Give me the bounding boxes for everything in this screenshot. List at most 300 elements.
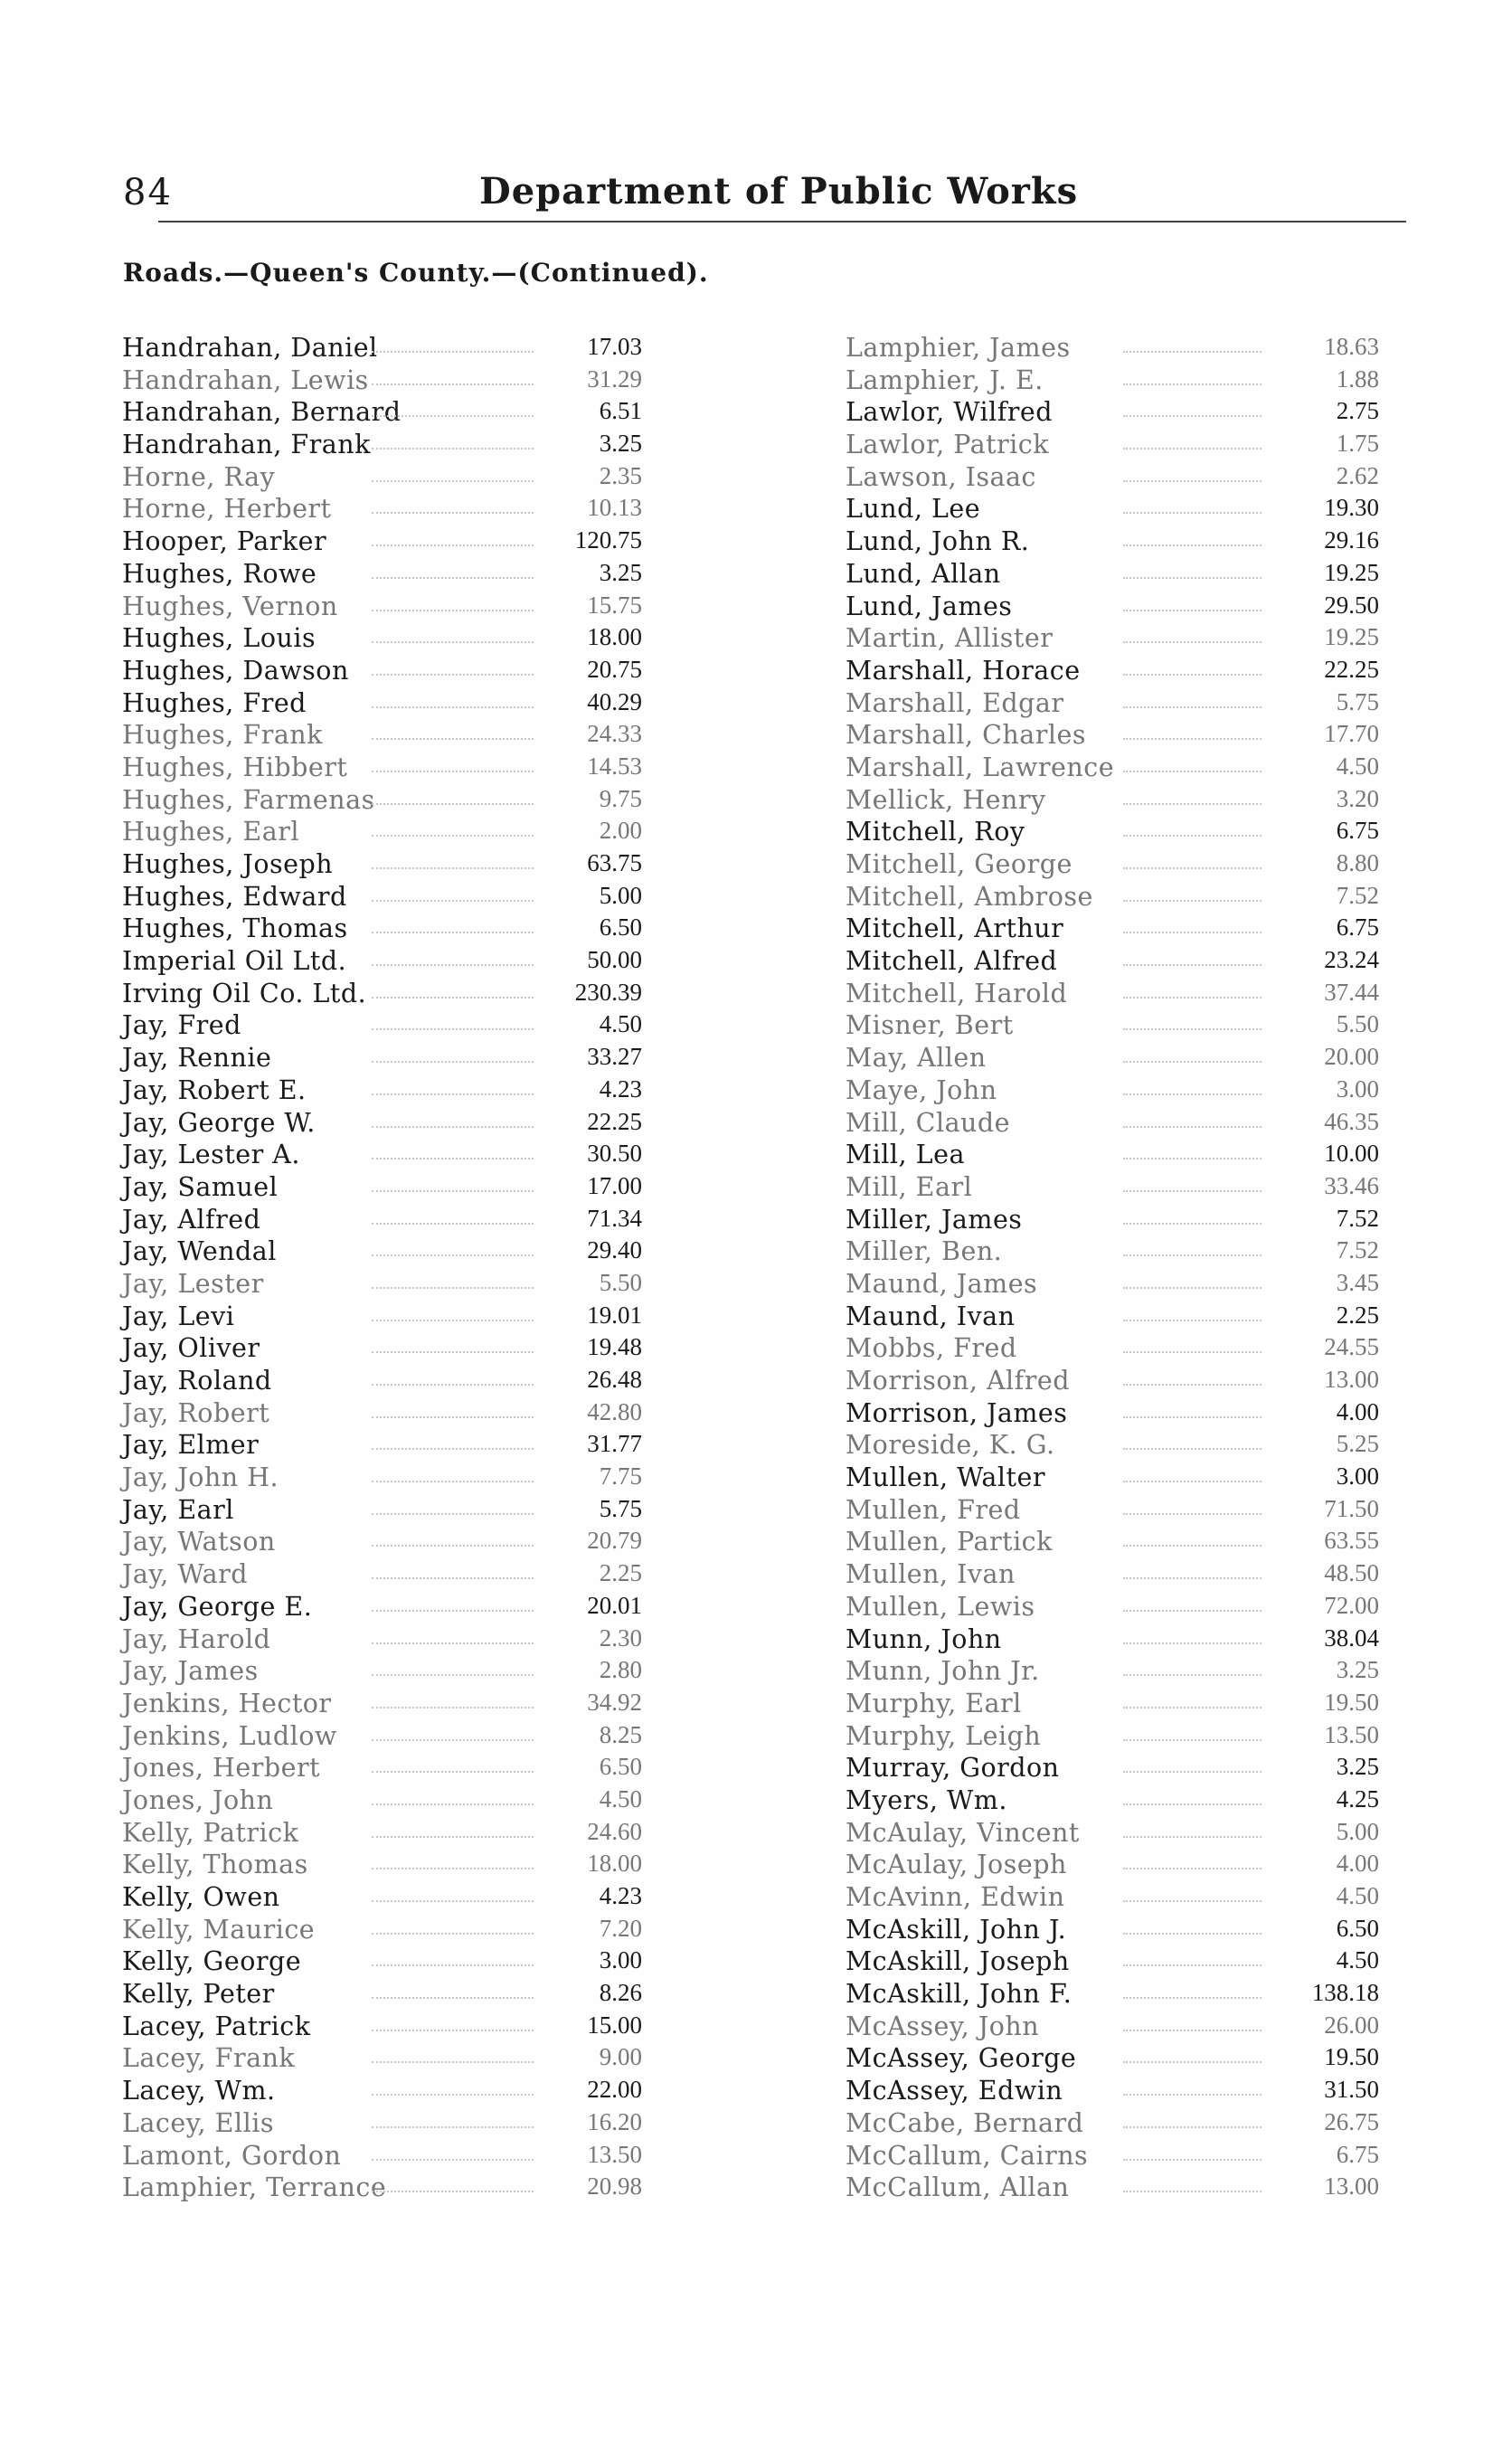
dot-leader [372, 1320, 534, 1321]
dot-leader [1123, 1803, 1262, 1805]
list-item [846, 333, 1379, 365]
entry-name: Maund, James [846, 1268, 1038, 1299]
entry-amount: 17.03 [587, 333, 642, 360]
dot-leader [1123, 1739, 1262, 1741]
entry-amount: 3.20 [1336, 784, 1379, 812]
entry-amount: 2.30 [599, 1623, 642, 1652]
list-item [846, 494, 1379, 526]
entry-amount: 20.00 [1324, 1043, 1379, 1071]
entry-name: Jay, Robert [122, 1397, 270, 1428]
dot-leader [372, 2061, 534, 2063]
entry-name: Jay, George W. [122, 1107, 316, 1138]
entry-amount: 230.39 [574, 978, 642, 1006]
entry-amount: 71.50 [1324, 1494, 1379, 1522]
dot-leader [1123, 1093, 1262, 1095]
entry-name: Jay, James [122, 1656, 259, 1687]
dot-leader [1123, 1320, 1262, 1321]
list-item [846, 1979, 1379, 2011]
list-item [846, 1366, 1379, 1398]
list-item [122, 1624, 642, 1657]
list-item [122, 1818, 642, 1850]
entry-name: Murray, Gordon [846, 1753, 1060, 1784]
entry-amount: 19.01 [587, 1301, 642, 1329]
entry-name: Horne, Ray [122, 461, 276, 492]
dot-leader [1123, 448, 1262, 450]
entry-name: Lund, Lee [846, 494, 981, 525]
entry-name: Jones, Herbert [122, 1753, 321, 1784]
list-item [122, 430, 642, 462]
entry-amount: 18.63 [1324, 333, 1379, 360]
dot-leader [372, 2191, 534, 2192]
entry-amount: 3.00 [1336, 1462, 1379, 1491]
dot-leader [372, 706, 534, 708]
dot-leader [372, 1028, 534, 1030]
entry-name: Handrahan, Daniel [122, 333, 378, 363]
entry-name: Lacey, Patrick [122, 2011, 311, 2041]
entry-name: Jay, Watson [122, 1527, 276, 1557]
list-item [846, 430, 1379, 462]
entry-amount: 50.00 [587, 946, 642, 974]
dot-leader [1123, 577, 1262, 579]
list-item [122, 882, 642, 914]
list-item [846, 2076, 1379, 2108]
list-item [122, 1269, 642, 1301]
list-item [122, 1140, 642, 1172]
entry-amount: 3.25 [1336, 1656, 1379, 1684]
entry-amount: 4.50 [599, 1784, 642, 1813]
entry-name: Marshall, Charles [846, 720, 1087, 751]
dot-leader [372, 1803, 534, 1805]
dot-leader [372, 997, 534, 999]
list-item [846, 752, 1379, 785]
entry-name: Hughes, Thomas [122, 913, 348, 944]
list-item [846, 2043, 1379, 2076]
dot-leader [1123, 2061, 1262, 2063]
entry-amount: 3.45 [1336, 1268, 1379, 1296]
entry-name: Moreside, K. G. [846, 1430, 1055, 1461]
entry-amount: 5.00 [599, 881, 642, 909]
entry-amount: 9.75 [599, 784, 642, 812]
dot-leader [372, 1254, 534, 1256]
list-item [122, 1108, 642, 1141]
dot-leader [1123, 480, 1262, 482]
list-item [846, 2108, 1379, 2141]
dot-leader [1123, 1771, 1262, 1773]
dot-leader [1123, 1126, 1262, 1128]
dot-leader [1123, 610, 1262, 611]
dot-leader [1123, 1190, 1262, 1192]
entry-amount: 2.80 [599, 1656, 642, 1684]
dot-leader [1123, 1545, 1262, 1547]
dot-leader [1123, 1028, 1262, 1030]
list-item [122, 1010, 642, 1043]
entry-name: Mill, Claude [846, 1107, 1011, 1138]
list-item [122, 2141, 642, 2173]
entry-amount: 2.62 [1336, 461, 1379, 489]
entry-name: Jones, John [122, 1784, 274, 1815]
entry-name: Jay, Alfred [122, 1204, 261, 1235]
entry-amount: 3.25 [599, 430, 642, 458]
dot-leader [372, 1610, 534, 1612]
entry-name: Munn, John [846, 1623, 1002, 1654]
dot-leader [1123, 738, 1262, 740]
list-item [122, 1043, 642, 1075]
entry-amount: 23.24 [1324, 946, 1379, 974]
entry-amount: 30.50 [587, 1140, 642, 1168]
entry-name: Murphy, Earl [846, 1688, 1022, 1718]
list-item [846, 1850, 1379, 1882]
list-item [846, 882, 1379, 914]
dot-leader [372, 1351, 534, 1353]
dot-leader [372, 771, 534, 772]
entry-name: Jay, Rennie [122, 1043, 272, 1074]
dot-leader [372, 415, 534, 417]
list-item [122, 1527, 642, 1559]
entry-amount: 4.00 [1336, 1850, 1379, 1878]
dot-leader [372, 1997, 534, 1999]
dot-leader [372, 544, 534, 546]
left-column [122, 333, 642, 2205]
dot-leader [1123, 1158, 1262, 1159]
dot-leader [372, 1836, 534, 1838]
entry-amount: 3.25 [1336, 1753, 1379, 1781]
list-item [846, 913, 1379, 946]
entry-amount: 38.04 [1324, 1623, 1379, 1652]
list-item [122, 2076, 642, 2108]
entry-amount: 24.33 [587, 720, 642, 748]
list-item [846, 1915, 1379, 1947]
entry-name: Lacey, Ellis [122, 2107, 274, 2138]
dot-leader [372, 1061, 534, 1063]
entry-name: McAssey, George [846, 2043, 1077, 2074]
list-item [846, 1785, 1379, 1818]
dot-leader [372, 1933, 534, 1935]
entry-amount: 29.40 [587, 1236, 642, 1264]
dot-leader [1123, 1577, 1262, 1579]
entry-name: Mitchell, Harold [846, 978, 1068, 1008]
dot-leader [372, 641, 534, 643]
entry-name: Mullen, Partick [846, 1527, 1053, 1557]
entry-name: Murphy, Leigh [846, 1720, 1042, 1751]
entry-amount: 24.60 [587, 1817, 642, 1845]
dot-leader [372, 1642, 534, 1644]
list-item [846, 1753, 1379, 1785]
entry-amount: 4.25 [1336, 1784, 1379, 1813]
dot-leader [1123, 997, 1262, 999]
list-item [846, 1398, 1379, 1431]
entry-name: Lacey, Frank [122, 2043, 296, 2074]
entry-name: Mitchell, Ambrose [846, 881, 1093, 912]
list-item [846, 1818, 1379, 1850]
entry-amount: 34.92 [587, 1688, 642, 1716]
dot-leader [1123, 1061, 1262, 1063]
dot-leader [1123, 1513, 1262, 1515]
list-item [122, 1495, 642, 1528]
list-item [122, 849, 642, 882]
entry-amount: 22.00 [587, 2076, 642, 2104]
entry-amount: 5.50 [599, 1268, 642, 1296]
dot-leader [372, 1513, 534, 1515]
list-item [122, 2011, 642, 2044]
dot-leader [1123, 1900, 1262, 1902]
entry-name: Hughes, Earl [122, 817, 299, 847]
entry-amount: 2.75 [1336, 397, 1379, 425]
dot-leader [372, 803, 534, 805]
entry-name: Lamont, Gordon [122, 2140, 342, 2171]
entry-amount: 120.75 [574, 526, 642, 554]
list-item [122, 1366, 642, 1398]
entry-amount: 13.00 [1324, 2172, 1379, 2201]
entry-amount: 5.00 [1336, 1817, 1379, 1845]
dot-leader [372, 964, 534, 966]
dot-leader [1123, 1674, 1262, 1676]
dot-leader [1123, 351, 1262, 353]
list-item [122, 1398, 642, 1431]
entry-amount: 6.51 [599, 397, 642, 425]
entry-name: McAvinn, Edwin [846, 1882, 1065, 1912]
entry-amount: 19.48 [587, 1333, 642, 1361]
dot-leader [1123, 1836, 1262, 1838]
entry-amount: 20.75 [587, 655, 642, 683]
dot-leader [372, 1964, 534, 1966]
entry-name: Mill, Lea [846, 1140, 965, 1170]
dot-leader [372, 2126, 534, 2128]
dot-leader [372, 1674, 534, 1676]
list-item [122, 397, 642, 430]
list-item [122, 913, 642, 946]
entry-amount: 5.25 [1336, 1430, 1379, 1458]
list-item [846, 1236, 1379, 1269]
entry-name: Irving Oil Co. Ltd. [122, 978, 367, 1008]
entry-amount: 46.35 [1324, 1107, 1379, 1135]
entry-amount: 6.75 [1336, 2140, 1379, 2168]
dot-leader [1123, 706, 1262, 708]
entry-name: Hughes, Dawson [122, 655, 349, 686]
entry-name: Kelly, Maurice [122, 1914, 316, 1945]
entry-name: Jay, Roland [122, 1366, 272, 1396]
dot-leader [1123, 383, 1262, 385]
entry-name: Myers, Wm. [846, 1784, 1007, 1815]
entry-name: Jay, Elmer [122, 1430, 260, 1461]
list-item [122, 1850, 642, 1882]
dot-leader [1123, 1997, 1262, 1999]
entry-name: Maund, Ivan [846, 1301, 1016, 1331]
dot-leader [1123, 512, 1262, 514]
right-column [846, 333, 1379, 2205]
dot-leader [372, 2159, 534, 2161]
dot-leader [372, 512, 534, 514]
entry-name: McCabe, Bernard [846, 2107, 1084, 2138]
list-item [846, 462, 1379, 495]
entry-name: Hooper, Parker [122, 526, 327, 557]
entry-name: Lawlor, Wilfred [846, 397, 1054, 428]
entry-amount: 6.50 [1336, 1914, 1379, 1942]
dot-leader [1123, 415, 1262, 417]
entry-name: McAssey, John [846, 2011, 1040, 2041]
list-item [122, 1172, 642, 1205]
entry-name: Hughes, Hibbert [122, 752, 348, 782]
entry-name: Hughes, Farmenas [122, 784, 375, 815]
list-item [122, 1721, 642, 1754]
entry-name: McCallum, Cairns [846, 2140, 1089, 2171]
entry-amount: 4.50 [1336, 752, 1379, 780]
list-item [122, 1333, 642, 1366]
entry-name: Hughes, Joseph [122, 849, 334, 879]
dot-leader [372, 1448, 534, 1450]
entry-name: Miller, Ben. [846, 1236, 1003, 1267]
list-item [122, 979, 642, 1011]
dot-leader [372, 1416, 534, 1418]
entry-name: Mullen, Walter [846, 1462, 1045, 1493]
entry-amount: 26.48 [587, 1366, 642, 1393]
entry-name: Hughes, Vernon [122, 591, 338, 621]
entry-amount: 31.29 [587, 364, 642, 393]
entry-amount: 13.00 [1324, 1366, 1379, 1393]
list-item [122, 1915, 642, 1947]
dot-leader [1123, 1384, 1262, 1386]
entry-name: Handrahan, Lewis [122, 364, 369, 395]
entry-name: Jay, Ward [122, 1559, 249, 1590]
entry-name: Mitchell, George [846, 849, 1073, 879]
list-item [846, 1430, 1379, 1462]
list-item [122, 1979, 642, 2011]
entry-amount: 6.50 [599, 913, 642, 942]
entry-amount: 20.01 [587, 1591, 642, 1619]
entry-name: Handrahan, Bernard [122, 397, 402, 428]
list-item [122, 526, 642, 559]
list-item [846, 2011, 1379, 2044]
entry-name: Jay, Lester [122, 1268, 264, 1299]
entry-amount: 4.50 [1336, 1946, 1379, 1974]
list-item [846, 526, 1379, 559]
entry-amount: 8.25 [599, 1720, 642, 1748]
list-item [122, 785, 642, 818]
entry-amount: 26.75 [1324, 2107, 1379, 2135]
list-item [846, 720, 1379, 752]
list-item [846, 1010, 1379, 1043]
dot-leader [372, 480, 534, 482]
header-divider [158, 221, 1406, 222]
entry-name: Marshall, Horace [846, 655, 1081, 686]
dot-leader [372, 610, 534, 611]
entry-name: Lamphier, Terrance [122, 2172, 387, 2203]
entry-name: Hughes, Louis [122, 623, 317, 654]
entry-amount: 16.20 [587, 2107, 642, 2135]
list-item [122, 752, 642, 785]
entry-amount: 26.00 [1324, 2011, 1379, 2039]
list-item [122, 333, 642, 365]
list-item [846, 1592, 1379, 1624]
list-item [122, 1236, 642, 1269]
entry-name: Mobbs, Fred [846, 1333, 1017, 1364]
entry-name: Mitchell, Roy [846, 817, 1025, 847]
dot-leader [372, 577, 534, 579]
entry-amount: 42.80 [587, 1397, 642, 1425]
entry-amount: 31.77 [587, 1430, 642, 1458]
list-item [122, 1592, 642, 1624]
list-item [122, 1205, 642, 1237]
entry-amount: 17.70 [1324, 720, 1379, 748]
entry-name: Jay, Robert E. [122, 1074, 307, 1105]
list-item [846, 849, 1379, 882]
entry-amount: 37.44 [1324, 978, 1379, 1006]
entry-name: McCallum, Allan [846, 2172, 1070, 2203]
list-item [846, 688, 1379, 721]
entry-name: Jay, Fred [122, 1010, 241, 1041]
entry-amount: 31.50 [1324, 2076, 1379, 2104]
dot-leader [1123, 641, 1262, 643]
entry-amount: 4.23 [599, 1882, 642, 1909]
entry-amount: 6.50 [599, 1753, 642, 1781]
list-item [122, 1785, 642, 1818]
entry-amount: 2.00 [599, 817, 642, 845]
dot-leader [372, 1900, 534, 1902]
dot-leader [1123, 803, 1262, 805]
entry-name: Lawlor, Patrick [846, 430, 1050, 460]
list-item [122, 946, 642, 979]
entry-name: Kelly, Thomas [122, 1850, 308, 1880]
list-item [846, 1043, 1379, 1075]
dot-leader [372, 2030, 534, 2031]
dot-leader [372, 1384, 534, 1386]
list-item [846, 785, 1379, 818]
entry-name: Kelly, Owen [122, 1882, 280, 1912]
entry-amount: 24.55 [1324, 1333, 1379, 1361]
dot-leader [1123, 1223, 1262, 1225]
dot-leader [1123, 2159, 1262, 2161]
entry-name: Hughes, Fred [122, 687, 307, 718]
entry-amount: 18.00 [587, 1850, 642, 1878]
dot-leader [372, 867, 534, 869]
section-heading: Roads.—Queen's County.—(Continued). [123, 258, 709, 288]
entry-amount: 63.75 [587, 849, 642, 876]
dot-leader [372, 1481, 534, 1482]
entry-amount: 3.00 [1336, 1074, 1379, 1103]
entry-name: Munn, John Jr. [846, 1656, 1040, 1687]
list-item [846, 397, 1379, 430]
entry-amount: 20.98 [587, 2172, 642, 2201]
list-item [122, 1946, 642, 1979]
entry-name: Marshall, Edgar [846, 687, 1064, 718]
entry-amount: 2.25 [1336, 1301, 1379, 1329]
entry-amount: 5.75 [599, 1494, 642, 1522]
list-item [122, 462, 642, 495]
entry-amount: 33.27 [587, 1043, 642, 1071]
entry-name: McAssey, Edwin [846, 2076, 1063, 2106]
entry-amount: 19.50 [1324, 2043, 1379, 2071]
list-item [846, 2172, 1379, 2205]
entry-name: McAskill, John F. [846, 1979, 1073, 2010]
page-number: 84 [123, 172, 173, 213]
list-item [122, 494, 642, 526]
entry-name: Lund, Allan [846, 558, 1001, 589]
list-item [846, 1656, 1379, 1689]
entry-amount: 5.75 [1336, 687, 1379, 715]
dot-leader [372, 1287, 534, 1289]
dot-leader [372, 1158, 534, 1159]
dot-leader [1123, 1707, 1262, 1708]
entry-name: Lawson, Isaac [846, 461, 1036, 492]
entry-name: Lund, James [846, 591, 1013, 621]
list-item [846, 979, 1379, 1011]
list-item [122, 1882, 642, 1915]
list-item [122, 365, 642, 398]
entry-name: Jay, John H. [122, 1462, 279, 1493]
dot-leader [372, 1545, 534, 1547]
entry-name: Imperial Oil Ltd. [122, 946, 347, 977]
entry-amount: 4.50 [1336, 1882, 1379, 1909]
dot-leader [372, 835, 534, 837]
